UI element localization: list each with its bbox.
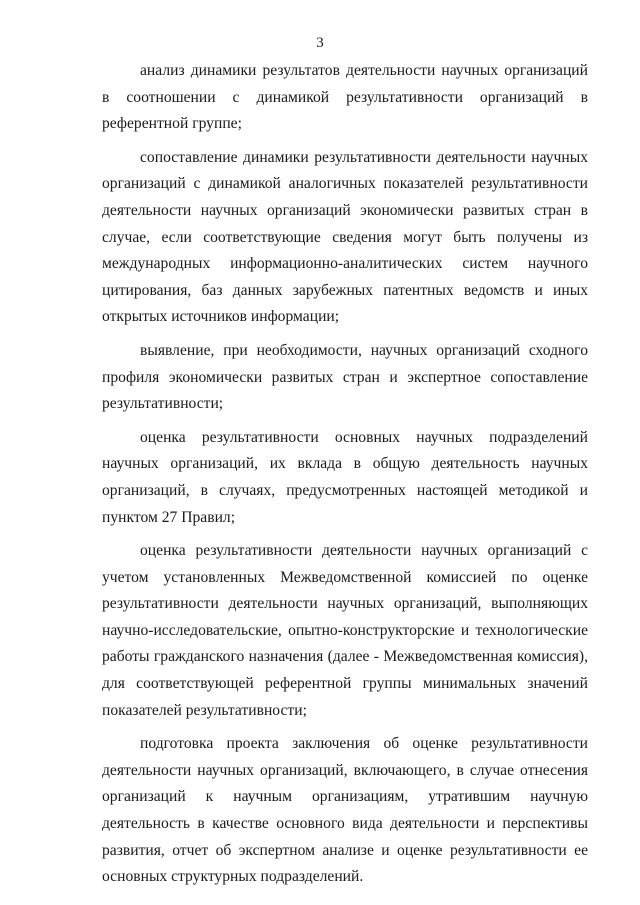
paragraph-subdivision-assessment: оценка результативности основных научных подразделений научных организаций, их вклада в общую деятельность научных организаций, в случаях, предусмотренных настоящей методикой и пунктом 27 Правил; <box>102 428 588 526</box>
document-body <box>102 58 588 898</box>
paragraph-commission-thresholds: оценка результативности деятельности научных организаций с учетом установленных Межведомственной комиссией по оценке результативности деятельности научных организаций, выполняющих научно-исследовательские, опытно-конструкторские и технологические работы гражданского назначения (далее - Межведомственная комиссия), для соответствующей референтной группы минимальных значений показателей результативности; <box>102 542 588 719</box>
paragraph-dynamics-analysis: анализ динамики результатов деятельности научных организаций в соотношении с динамикой результативности организаций в референтной группе; <box>102 62 588 133</box>
paragraph-similar-profile: выявление, при необходимости, научных организаций сходного профиля экономически развитых стран и экспертное сопоставление результативности; <box>102 341 588 413</box>
paragraph-foreign-comparison: сопоставление динамики результативности деятельности научных организаций с динамикой аналогичных показателей результативности деятельности научных организаций экономически развитых стран в случае, если соответствующие сведения могут быть получены из международных информационно-аналитических систем научного цитирования, баз данных зарубежных патентных ведомств и иных открытых источников информации; <box>102 148 588 326</box>
page-number: 3 <box>316 35 324 51</box>
paragraph-conclusion-draft: подготовка проекта заключения об оценке результативности деятельности научных организаций, включающего, в случае отнесения организаций к научным организациям, утратившим научную деятельность в качестве основного вида деятельности и перспективы развития, отчет об экспертном анализе и оценке результативности ее основных структурных подразделений. <box>102 735 588 886</box>
